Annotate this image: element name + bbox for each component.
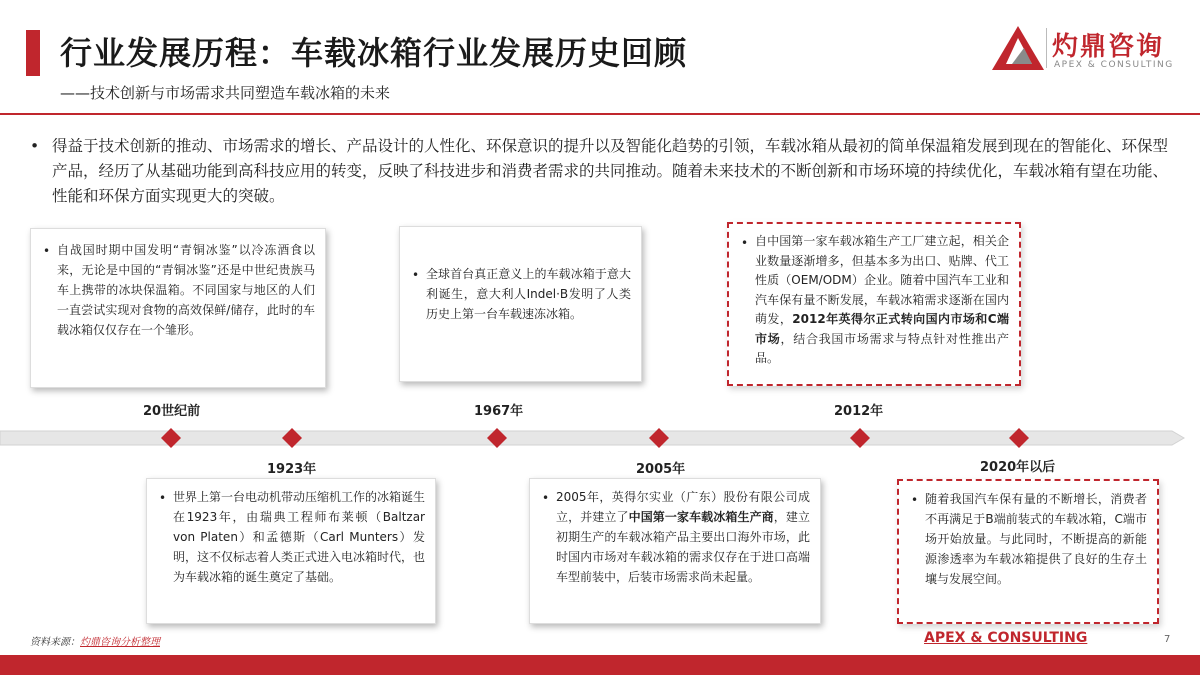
card-bullet: • — [412, 268, 420, 282]
source-note — [30, 633, 160, 648]
card-text-highlight: 中国第一家车载冰箱生产商 — [628, 510, 774, 524]
year-label-pre-20th: 20世纪前 — [143, 404, 201, 419]
card-2012 — [727, 222, 1021, 386]
card-text: 世界上第一台电动机带动压缩机工作的冰箱诞生在1923年，由瑞典工程师布莱顿（Baltzar von Platen）和孟德斯（Carl Munters）发明，这不仅标志着人类正式进入电冰箱时代，也为车载冰箱的诞生奠定了基础。 — [173, 490, 426, 584]
card-bullet: • — [741, 236, 749, 250]
footer-bar — [0, 655, 1200, 675]
source-label: 资料来源： — [30, 637, 80, 648]
footer-brand-link[interactable]: APEX & CONSULTING — [924, 630, 1088, 646]
card-text-part-a: 2005年，英得尔实业（广东）股份有限公司成立，并建立了 — [556, 490, 810, 524]
logo-english: APEX & CONSULTING — [1054, 60, 1174, 70]
year-label-1967: 1967年 — [474, 404, 524, 419]
page-subtitle: ——技术创新与市场需求共同塑造车载冰箱的未来 — [60, 84, 391, 102]
card-text — [556, 479, 820, 587]
company-logo — [990, 24, 1190, 74]
page-number: 7 — [1164, 634, 1171, 645]
card-text-highlight: 2012年英得尔正式转向国内市场和C端市场 — [755, 312, 1009, 346]
source-link[interactable]: 灼鼎咨询分析整理 — [80, 637, 160, 648]
card-text-part-c: ，建立初期生产的车载冰箱产品主要出口海外市场，此时国内市场对车载冰箱的需求仅存在于进口高端车型前装中，后装市场需求尚未起量。 — [556, 510, 810, 584]
card-text: 随着我国汽车保有量的不断增长，消费者不再满足于B端前装式的车载冰箱，C端市场开始放量。与此同时，不断提高的新能源渗透率为车载冰箱提供了良好的生存土壤与发展空间。 — [925, 492, 1147, 586]
triangle-logo-icon — [990, 24, 1046, 72]
card-text-part-c: ，结合我国市场需求与特点针对性推出产品。 — [755, 331, 1009, 365]
intro-paragraph — [30, 134, 1170, 209]
card-bullet: • — [911, 493, 919, 507]
intro-bullet: • — [30, 137, 40, 155]
card-text: 自战国时期中国发明“青铜冰鉴”以冷冻酒食以来，无论是中国的“青铜冰鉴”还是中世纪贵族马车上携带的冰块保温箱。不同国家与地区的人们一直尝试实现对食物的高效保鲜/储存，此时的车载冰箱仅仅存在一个雏形。 — [57, 243, 315, 337]
card-text-part-a: 自中国第一家车载冰箱生产工厂建立起，相关企业数量逐渐增多，但基本多为出口、贴牌、代工性质（OEM/ODM）企业。随着中国汽车工业和汽车保有量不断发展，车载冰箱需求逐渐在国内萌发， — [755, 234, 1009, 326]
timeline-bar — [0, 428, 1200, 448]
card-bullet: • — [542, 491, 550, 505]
card-text — [755, 224, 1019, 369]
card-bullet: • — [43, 244, 51, 258]
year-label-2012: 2012年 — [834, 404, 884, 419]
card-2005 — [529, 478, 821, 624]
title-accent-bar — [26, 30, 40, 76]
card-text: 全球首台真正意义上的车载冰箱于意大利诞生，意大利人Indel·B发明了人类历史上第一台车载速冻冰箱。 — [426, 267, 631, 321]
card-pre-20th-century — [30, 228, 326, 388]
card-bullet: • — [159, 491, 167, 505]
logo-divider — [1046, 28, 1047, 68]
card-1967 — [399, 226, 642, 382]
page-title: 行业发展历程：车载冰箱行业发展历史回顾 — [60, 34, 688, 72]
year-label-2005: 2005年 — [636, 462, 686, 477]
year-label-1923: 1923年 — [267, 462, 317, 477]
card-1923 — [146, 478, 436, 624]
header-divider — [0, 113, 1200, 115]
card-2020-onwards — [897, 479, 1159, 624]
logo-name: 灼鼎咨询 — [1052, 32, 1165, 62]
year-label-2020: 2020年以后 — [980, 460, 1056, 475]
intro-text: 得益于技术创新的推动、市场需求的增长、产品设计的人性化、环保意识的提升以及智能化趋势的引领，车载冰箱从最初的简单保温箱发展到现在的智能化、环保型产品，经历了从基础功能到高科技应用的转变，反映了科技进步和消费者需求的共同推动。随着未来技术的不断创新和市场环境的持续优化，车载冰箱有望在功能、性能和环保方面实现更大的突破。 — [52, 137, 1169, 205]
